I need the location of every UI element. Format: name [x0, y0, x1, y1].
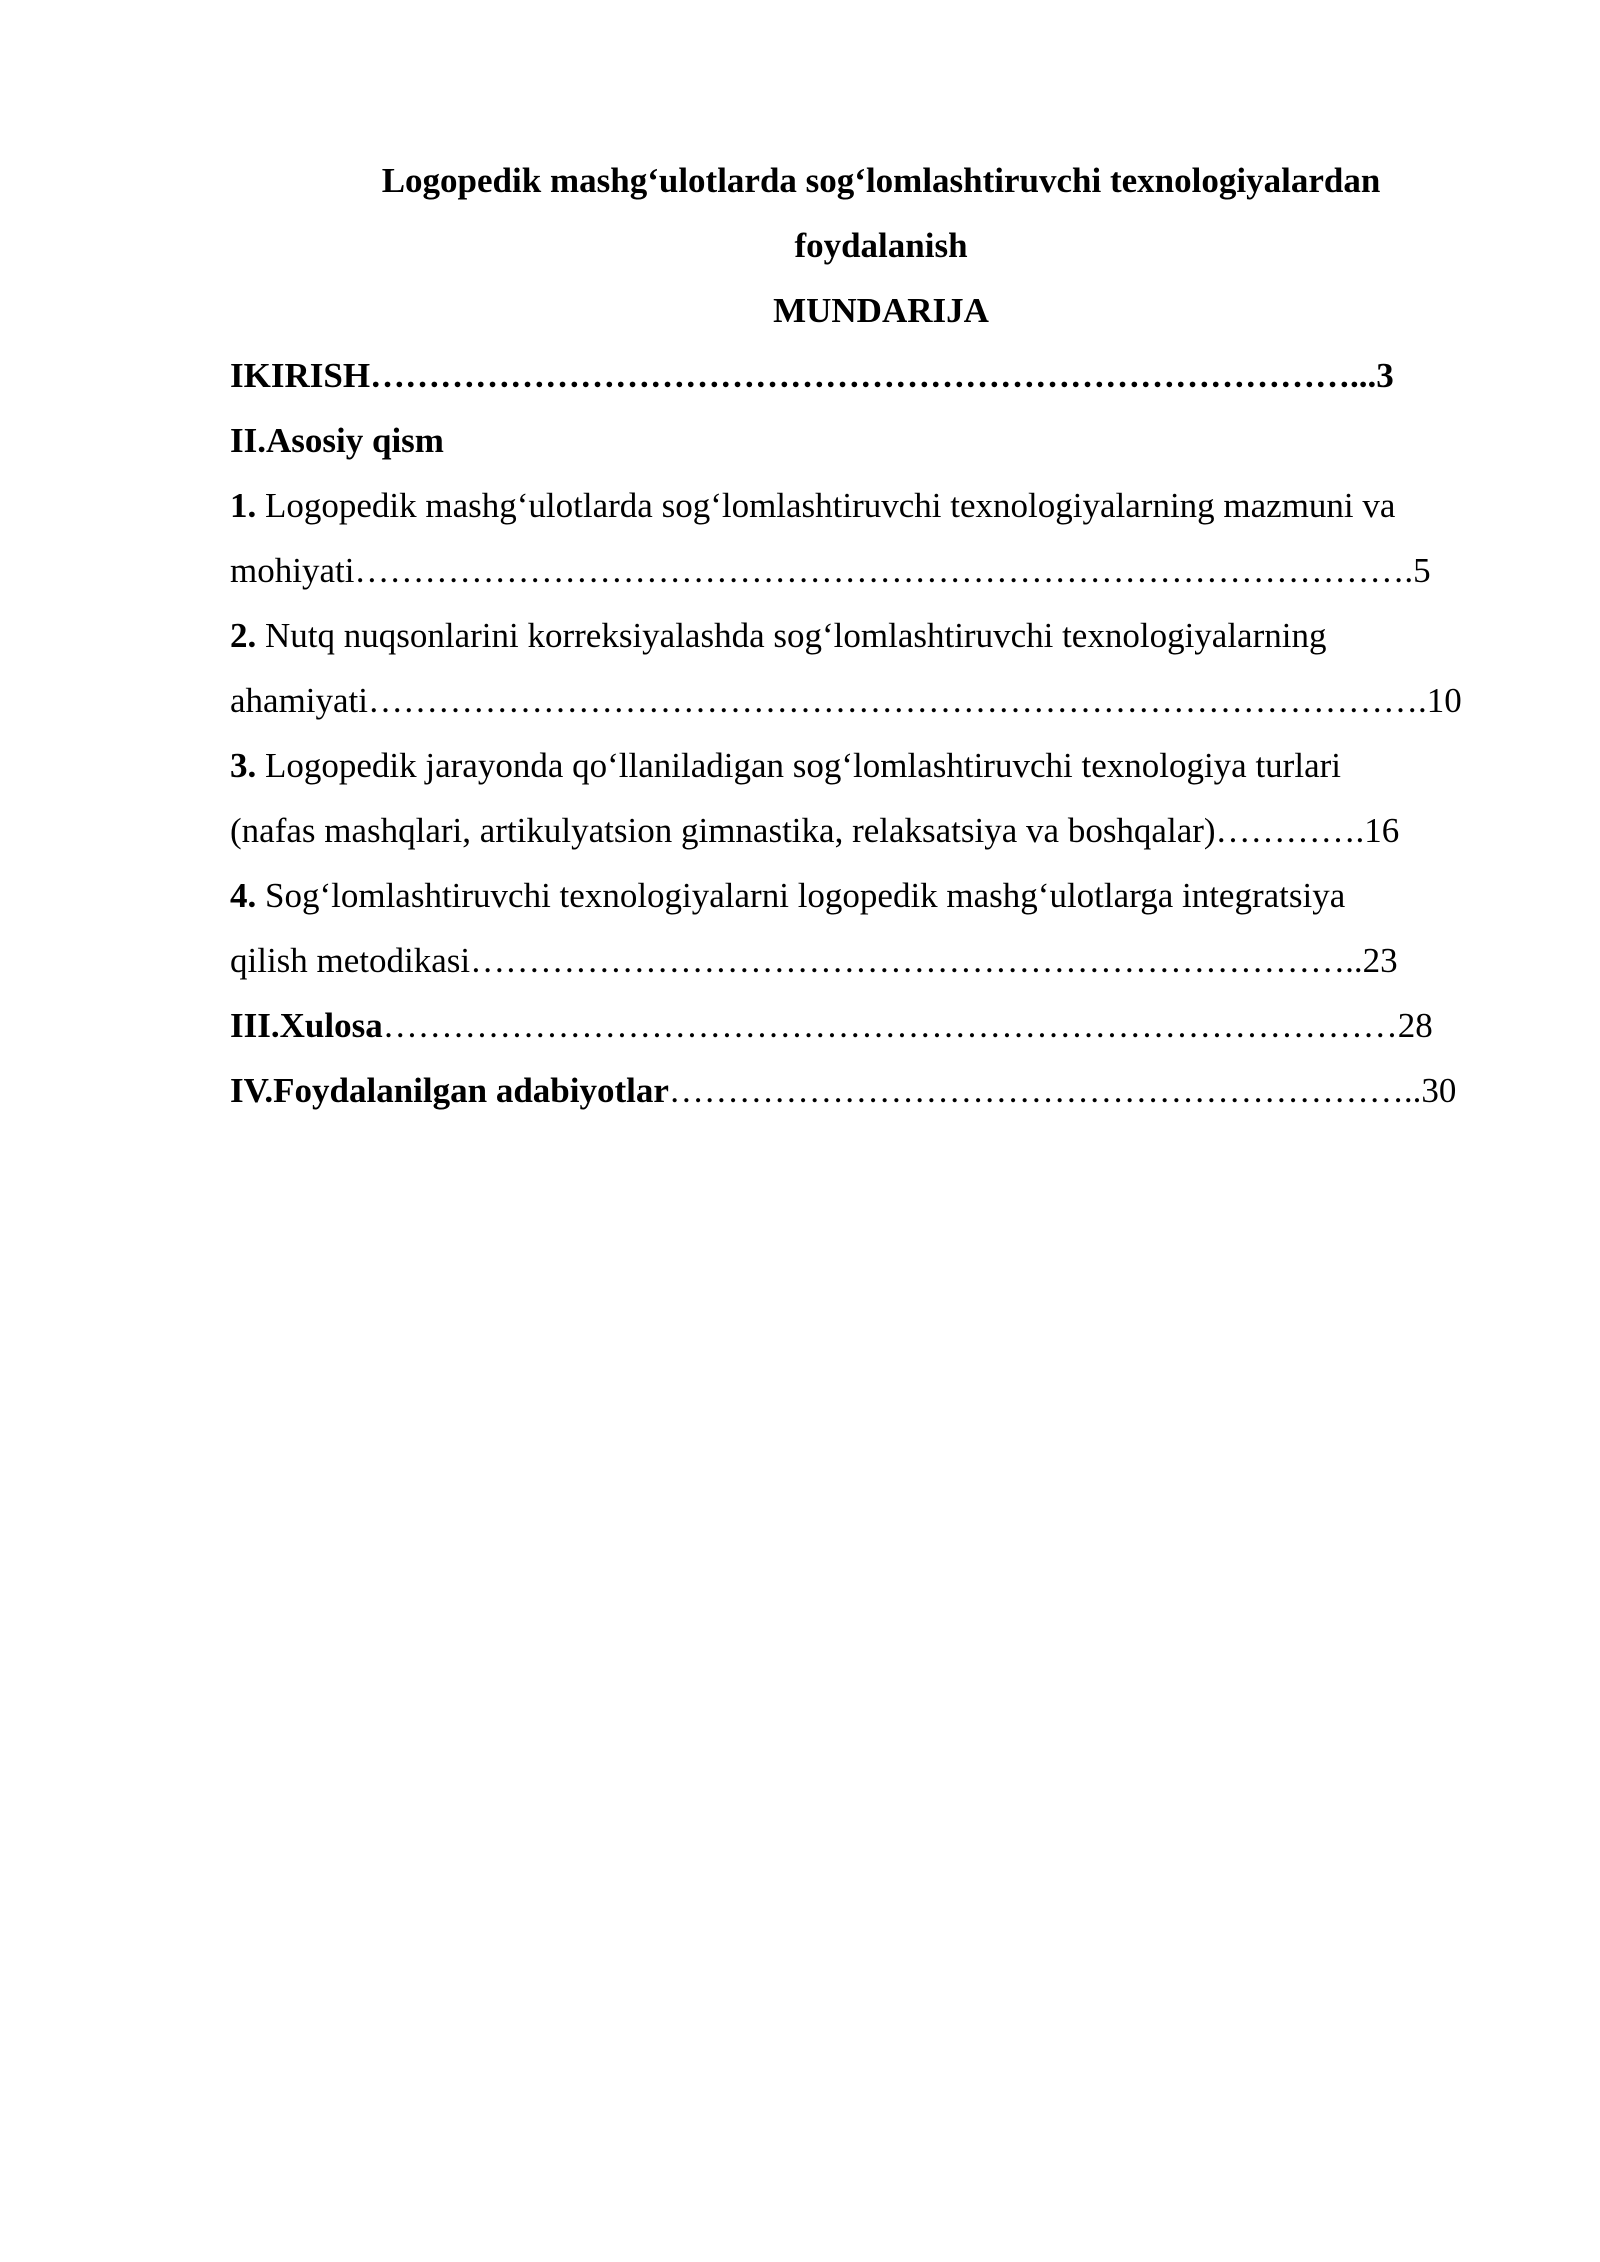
toc-heading: MUNDARIJA: [773, 291, 989, 330]
toc-entry-1: [230, 473, 1492, 538]
toc-entry-1-text: Logopedik mashg‘ulotlarda sog‘lomlashtiruvchi texnologiyalarning mazmuni va: [256, 486, 1396, 525]
toc-entry-adabiyotlar-leader: ………………………………………………………..30: [668, 1071, 1457, 1110]
document-title-line-2: foydalanish: [794, 226, 968, 265]
toc-entry-1-continuation: mohiyati……………………………………………………………………………….5: [230, 551, 1431, 590]
toc-entry-2-continuation: ahamiyati……………………………………………………………………………….10: [230, 681, 1462, 720]
toc-entry-xulosa: [230, 993, 1492, 1058]
document-content: [230, 148, 1492, 1123]
toc-entry-2: [230, 603, 1492, 668]
toc-entry-4-continuation: qilish metodikasi…………………………………………………………………..23: [230, 941, 1398, 980]
toc-entry-3-number: 3.: [230, 746, 257, 785]
toc-entry-1-number: 1.: [230, 486, 257, 525]
toc-entry-3-text: Logopedik jarayonda qo‘llaniladigan sog‘lomlashtiruvchi texnologiya turlari: [256, 746, 1341, 785]
toc-entry-adabiyotlar: [230, 1058, 1492, 1123]
toc-entry-adabiyotlar-label: IV.Foydalanilgan adabiyotlar: [230, 1071, 669, 1110]
toc-entry-2-text: Nutq nuqsonlarini korreksiyalashda sog‘lomlashtiruvchi texnologiyalarning: [256, 616, 1327, 655]
toc-entry-2-number: 2.: [230, 616, 257, 655]
toc-entry-3: [230, 733, 1492, 798]
toc-entry-3-continuation: (nafas mashqlari, artikulyatsion gimnastika, relaksatsiya va boshqalar)………….16: [230, 811, 1400, 850]
toc-entry-xulosa-leader: ……………………………………………………………………………28: [382, 1006, 1433, 1045]
toc-entry-4: [230, 863, 1492, 928]
toc-entry-4-number: 4.: [230, 876, 257, 915]
toc-entry-4-text: Sog‘lomlashtiruvchi texnologiyalarni logopedik mashg‘ulotlarga integratsiya: [256, 876, 1346, 915]
toc-section-asosiy-qism: II.Asosiy qism: [230, 421, 444, 460]
document-title-line-1: Logopedik mashg‘ulotlarda sog‘lomlashtiruvchi texnologiyalardan: [381, 161, 1381, 200]
toc-entry-kirish: IKIRISH…………………………………………………………………………...3: [230, 356, 1394, 395]
toc-entry-xulosa-label: III.Xulosa: [230, 1006, 383, 1045]
